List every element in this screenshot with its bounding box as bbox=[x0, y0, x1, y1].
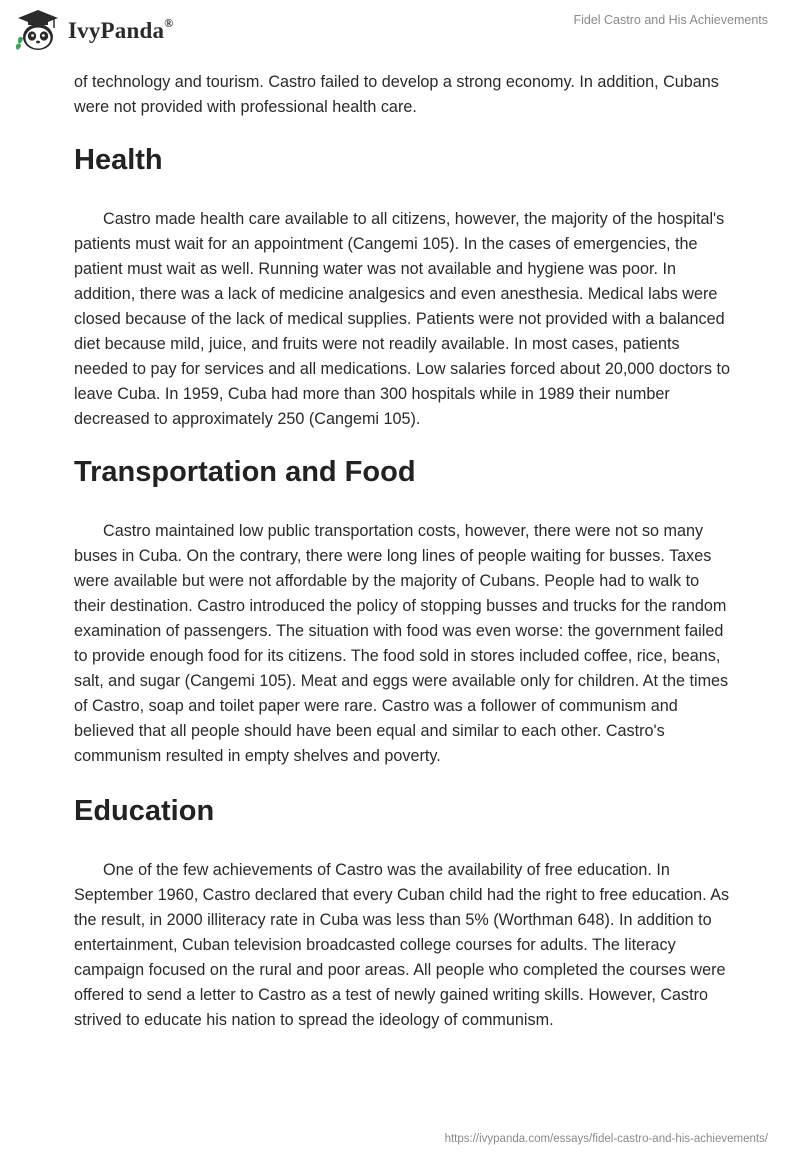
section-paragraph-health: Castro made health care available to all citizens, however, the majority of the hospital's patients must wait for an appointment (Cangemi 105). In the cases of emergencies, the patient must wait as well. Running water was not available and hygiene was poor. In addition, there was a lack of medicine analgesics and even anesthesia. Medical labs were closed because of the lack of medical supplies. Patients were not provided with a balanced diet because mild, juice, and fruits were not readily available. In most cases, patients needed to pay for services and all medications. Low salaries forced about 20,000 doctors to leave Cuba. In 1959, Cuba had more than 300 hospitals while in 1989 their number decreased to approximately 250 (Cangemi 105). bbox=[74, 210, 730, 428]
section-paragraph-transportation-food: Castro maintained low public transportation costs, however, there were not so many buses in Cuba. On the contrary, there were long lines of people waiting for busses. Taxes were available but were not affordable by the majority of Cubans. People had to walk to their destination. Castro introduced the policy of stopping busses and trucks for the random examination of passengers. The situation with food was even worse: the government failed to provide enough food for its citizens. The food sold in stores included coffee, rice, beans, salt, and sugar (Cangemi 105). Meat and eggs were available only for children. At the times of Castro, soap and toilet paper were rare. Castro was a follower of communism and believed that all people should have been equal and similar to each other. Castro's communism resulted in empty shelves and poverty. bbox=[74, 522, 729, 765]
source-url-link[interactable]: https://ivypanda.com/essays/fidel-castro-and-his-achievements/ bbox=[444, 1133, 768, 1145]
panda-graduation-icon bbox=[14, 8, 62, 52]
page-header bbox=[0, 0, 800, 66]
brand-name: IvyPanda® bbox=[68, 16, 174, 43]
ivypanda-logo[interactable] bbox=[14, 8, 173, 52]
section-paragraph-education: One of the few achievements of Castro was the availability of free education. In September 1960, Castro declared that every Cuban child had the right to free education. As the result, in 2000 illiteracy rate in Cuba was less than 5% (Worthman 648). In addition to entertainment, Cuban television broadcasted college courses for adults. The literacy campaign focused on the rural and poor areas. All people who completed the courses were offered to send a letter to Castro as a test of newly gained writing skills. However, Castro strived to educate his nation to spread the ideology of communism. bbox=[74, 861, 730, 1029]
document-title: Fidel Castro and His Achievements bbox=[573, 13, 768, 27]
intro-paragraph: of technology and tourism. Castro failed to develop a strong economy. In addition, Cubans were not provided with professional health care. bbox=[74, 73, 719, 116]
essay-body bbox=[74, 70, 734, 1033]
section-heading-health: Health bbox=[74, 144, 163, 176]
section-heading-transportation-food: Transportation and Food bbox=[74, 456, 416, 488]
section-heading-education: Education bbox=[74, 795, 215, 827]
